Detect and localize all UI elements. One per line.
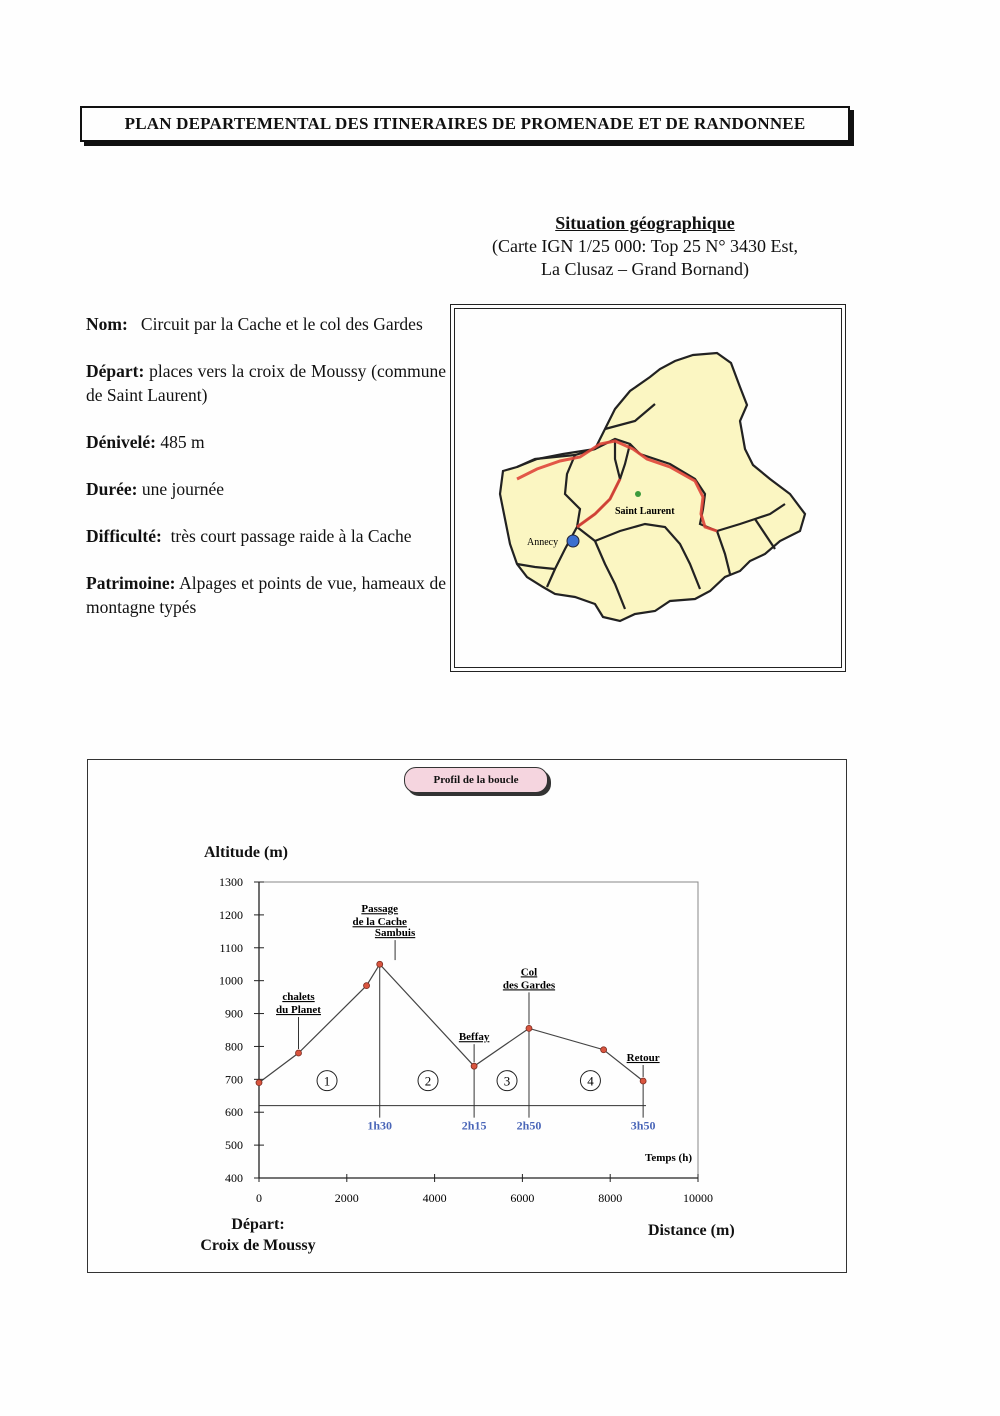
saint-laurent-label: Saint Laurent: [615, 506, 675, 517]
time-mark-label: 2h15: [461, 1118, 487, 1133]
info-label: Dénivelé:: [86, 432, 156, 452]
info-value: places vers la croix de Moussy (commune de Saint Laurent): [86, 361, 446, 405]
info-duree: [86, 477, 446, 501]
time-mark-label: 3h50: [630, 1118, 656, 1133]
profile-badge: Profil de la boucle: [404, 767, 548, 793]
profile-chart: [88, 760, 846, 1272]
info-depart: [86, 359, 446, 407]
time-mark-label: 2h50: [516, 1118, 542, 1133]
profile-point: [640, 1078, 646, 1084]
info-value: Circuit par la Cache et le col des Gardes: [140, 314, 423, 334]
y-tick-label: 400: [225, 1171, 243, 1185]
saint-laurent-marker: [635, 491, 641, 497]
department-shape: [500, 353, 805, 621]
profile-point: [471, 1063, 477, 1069]
x-tick-label: 0: [256, 1191, 262, 1205]
annotation-label: Beffay: [458, 1031, 490, 1044]
altitude-axis-label: Altitude (m): [204, 844, 288, 861]
y-tick-label: 800: [225, 1039, 243, 1054]
x-tick-label: 4000: [422, 1191, 447, 1205]
y-tick-label: 900: [225, 1006, 243, 1021]
y-tick-label: 1000: [219, 973, 243, 988]
map-svg: [455, 309, 843, 669]
info-value: une journée: [141, 479, 225, 499]
map-inner: [454, 308, 842, 668]
info-label: Difficulté:: [86, 526, 162, 546]
info-label: Patrimoine:: [86, 573, 176, 593]
annecy-label: Annecy: [527, 537, 559, 548]
annotation-label: Retour: [626, 1051, 660, 1064]
segment-label: 2: [424, 1073, 432, 1089]
page-header: [80, 106, 850, 142]
info-value: très court passage raide à la Cache: [170, 526, 412, 546]
info-name: [86, 312, 446, 336]
x-tick-label: 2000: [334, 1191, 359, 1205]
segment-label: 4: [587, 1073, 594, 1089]
annotation-label: Passage: [361, 903, 399, 916]
header-title: PLAN DEPARTEMENTAL DES ITINERAIRES DE PROMENADE ET DE RANDONNEE: [124, 114, 806, 133]
route-info: [86, 312, 446, 642]
info-difficulte: [86, 524, 446, 548]
annotation-label: Sambuis: [374, 927, 416, 940]
y-tick-label: 600: [225, 1105, 243, 1120]
y-tick-label: 700: [225, 1072, 243, 1087]
time-mark-label: 1h30: [367, 1118, 393, 1133]
profile-point: [364, 983, 370, 989]
x-tick-label: 8000: [598, 1191, 623, 1205]
location-map: [450, 304, 846, 672]
info-label: Nom:: [86, 314, 128, 334]
annecy-marker: [567, 535, 579, 547]
time-axis-label: Temps (h): [645, 1152, 692, 1164]
info-patrimoine: [86, 571, 446, 619]
y-tick-label: 1100: [219, 940, 243, 955]
situation-line-2: La Clusaz – Grand Bornand): [541, 259, 749, 279]
situation-block: [455, 212, 835, 281]
profile-point: [526, 1025, 532, 1031]
profile-point: [296, 1050, 302, 1056]
profile-point: [377, 961, 383, 967]
x-tick-label: 10000: [683, 1191, 713, 1205]
segment-label: 1: [323, 1073, 331, 1089]
annotation-label: du Planet: [276, 1004, 321, 1017]
annotation-label: Col: [520, 966, 538, 979]
info-value: Alpages et points de vue, hameaux de montagne typés: [86, 573, 446, 617]
y-tick-label: 1300: [219, 875, 243, 889]
elevation-profile: [87, 759, 847, 1273]
plot-frame: [259, 882, 698, 1178]
x-tick-label: 6000: [510, 1191, 535, 1205]
profile-point: [256, 1080, 262, 1086]
depart-label: [188, 1214, 328, 1256]
situation-title: Situation géographique: [555, 213, 735, 233]
annotation-label: des Gardes: [502, 979, 556, 992]
depart-line-1: Départ:: [231, 1216, 285, 1233]
profile-line: [259, 964, 643, 1082]
info-label: Départ:: [86, 361, 145, 381]
profile-point: [601, 1047, 607, 1053]
annotation-label: de la Cache: [352, 916, 407, 929]
y-tick-label: 500: [225, 1138, 243, 1153]
depart-line-2: Croix de Moussy: [200, 1237, 316, 1254]
info-denivele: [86, 430, 446, 454]
situation-line-1: (Carte IGN 1/25 000: Top 25 N° 3430 Est,: [491, 236, 799, 256]
annotation-label: chalets: [282, 991, 315, 1004]
distance-axis-label: Distance (m): [648, 1222, 735, 1239]
info-label: Durée:: [86, 479, 138, 499]
info-value: 485 m: [160, 432, 205, 452]
segment-label: 3: [503, 1073, 511, 1089]
y-tick-label: 1200: [219, 907, 243, 922]
